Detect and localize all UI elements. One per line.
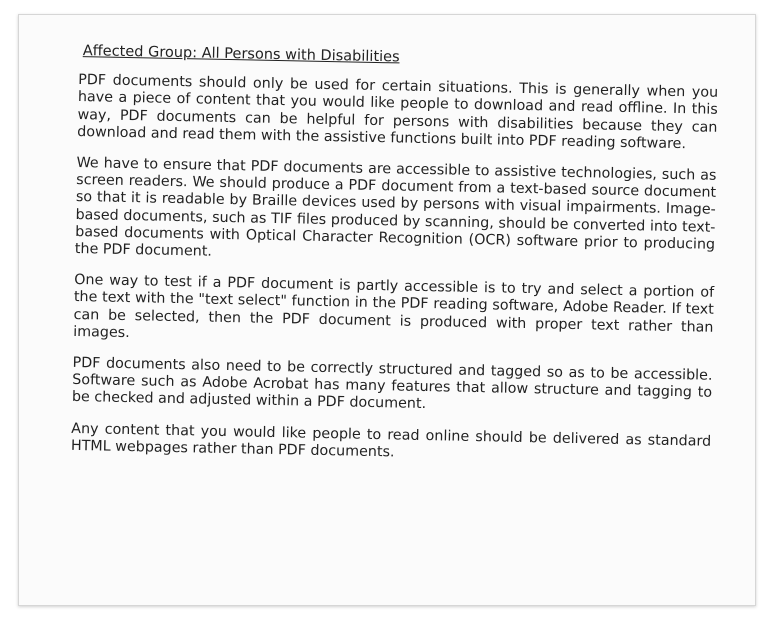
paragraph-pdf-usage: PDF documents should only be used for certain situations. This is generally when you have a piece of content that you would like people to download and read offline. In this way, PDF documents can be helpful for persons with disabilities because they can download and read them with the assistive functions built into PDF reading software.: [77, 72, 719, 153]
paragraph-text-select-test: One way to test if a PDF document is partly accessible is to try and select a portion of the text with the "text select" function in the PDF reading software, Adobe Reader. If text can be selected, then the PDF document is produced with proper text rather than images.: [73, 272, 715, 341]
scanned-page: [18, 14, 756, 606]
page-content: [70, 43, 718, 482]
paragraph-html-webpages: Any content that you would like people to read online should be delivered as standard HTML webpages rather than PDF documents.: [70, 420, 712, 461]
paragraph-assistive-technologies: We have to ensure that PDF documents are accessible to assistive technologies, such as screen readers. We should produce a PDF document from a text-based source document so that it is readable by Braille devices used by persons with visual impairments. Image-based documents, such as TIF files produced by scanning, should be converted into text-based documents with Optical Character Recognition (OCR) software prior to producing the PDF document.: [74, 154, 717, 260]
section-heading: Affected Group: All Persons with Disabilities: [82, 43, 400, 66]
paragraph-structure-tagging: PDF documents also need to be correctly structured and tagged so as to be accessible. Software such as Adobe Acrobat has many features that allow structure and tagging to be checked and adjusted within a PDF document.: [71, 354, 713, 413]
